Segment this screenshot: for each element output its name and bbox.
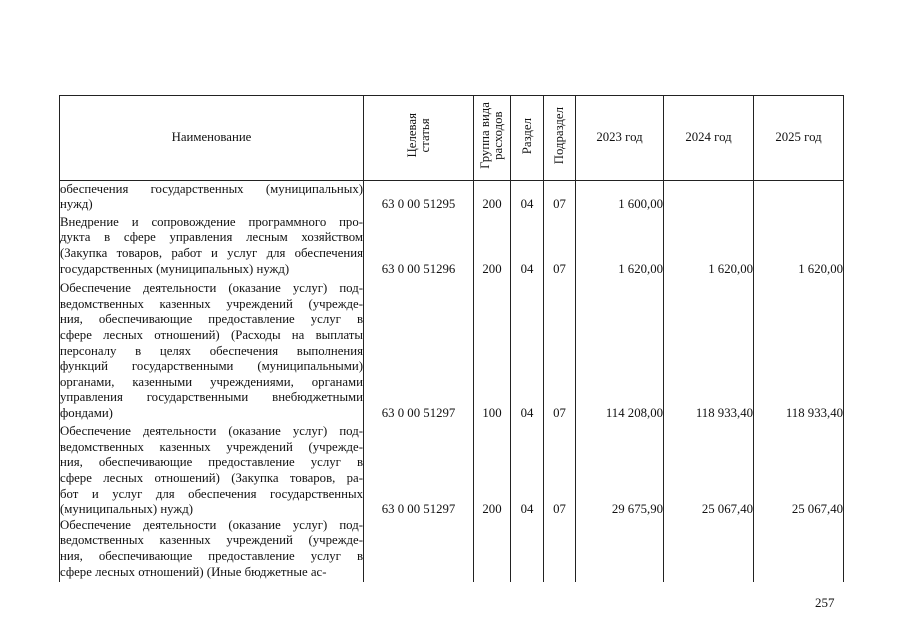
cell-subsection: 07 bbox=[544, 422, 576, 518]
page-number: 257 bbox=[815, 595, 835, 610]
cell-2024 bbox=[664, 518, 754, 582]
cell-2023: 114 208,00 bbox=[576, 277, 664, 421]
name-line: управления государственными внебюджетными bbox=[60, 390, 363, 405]
name-line: Обеспечение деятельности (оказание услуг) под- bbox=[60, 517, 363, 532]
cell-section: 04 bbox=[511, 422, 544, 518]
cell-expense-group: 200 bbox=[474, 422, 511, 518]
header-expense-group bbox=[474, 96, 511, 181]
cell-subsection: 07 bbox=[544, 181, 576, 214]
table-header-row bbox=[60, 96, 844, 181]
cell-subsection: 07 bbox=[544, 213, 576, 277]
name-line: сфере лесных отношений) (Расходы на выплаты bbox=[60, 328, 363, 343]
cell-target-article: 63 0 00 51297 bbox=[364, 422, 474, 518]
cell-2025: 118 933,40 bbox=[754, 277, 844, 421]
name-line: нужд) bbox=[60, 197, 93, 212]
cell-2025: 1 620,00 bbox=[754, 213, 844, 277]
cell-2025 bbox=[754, 518, 844, 582]
cell-target-article: 63 0 00 51296 bbox=[364, 213, 474, 277]
table-row bbox=[60, 422, 844, 518]
name-line: ведомственных казенных учреждений (учрежде- bbox=[60, 296, 363, 311]
cell-name bbox=[60, 181, 364, 214]
cell-subsection bbox=[544, 518, 576, 582]
cell-expense-group: 200 bbox=[474, 181, 511, 214]
cell-target-article bbox=[364, 518, 474, 582]
cell-section: 04 bbox=[511, 213, 544, 277]
header-subsection bbox=[544, 96, 576, 181]
name-line: органами, казенными учреждениями, органами bbox=[60, 374, 363, 389]
header-name: Наименование bbox=[60, 96, 364, 181]
cell-target-article: 63 0 00 51295 bbox=[364, 181, 474, 214]
cell-expense-group: 200 bbox=[474, 213, 511, 277]
cell-2024: 25 067,40 bbox=[664, 422, 754, 518]
header-2023: 2023 год bbox=[576, 96, 664, 181]
cell-2025 bbox=[754, 181, 844, 214]
table-row bbox=[60, 277, 844, 421]
cell-section: 04 bbox=[511, 277, 544, 421]
name-line: ния, обеспечивающие предоставление услуг в bbox=[60, 312, 363, 327]
header-2025: 2025 год bbox=[754, 96, 844, 181]
budget-table bbox=[59, 95, 844, 582]
header-2024: 2024 год bbox=[664, 96, 754, 181]
header-section-label: Раздел bbox=[519, 117, 534, 154]
header-target-line1: Целевая bbox=[404, 113, 419, 158]
cell-section bbox=[511, 518, 544, 582]
name-line: ния, обеспечивающие предоставление услуг в bbox=[60, 549, 363, 563]
cell-2023: 29 675,90 bbox=[576, 422, 664, 518]
cell-expense-group bbox=[474, 518, 511, 582]
name-line: функций государственными (муниципальными) bbox=[60, 359, 363, 374]
name-line: дукта в сфере управления лесным хозяйством bbox=[60, 230, 363, 245]
cell-2025: 25 067,40 bbox=[754, 422, 844, 518]
table-row bbox=[60, 213, 844, 277]
cell-name bbox=[60, 277, 364, 421]
name-line: сфере лесных отношений) (Иные бюджетные ас- bbox=[60, 564, 327, 579]
name-line: ведомственных казенных учреждений (учрежде- bbox=[60, 439, 363, 454]
header-group-line2: расходов bbox=[491, 111, 505, 160]
cell-name bbox=[60, 422, 364, 518]
cell-subsection: 07 bbox=[544, 277, 576, 421]
table-body bbox=[60, 181, 844, 583]
name-line: сфере лесных отношений) (Закупка товаров, ра- bbox=[60, 471, 363, 486]
cell-2023: 1 620,00 bbox=[576, 213, 664, 277]
cell-2024: 118 933,40 bbox=[664, 277, 754, 421]
name-line: государственных (муниципальных) нужд) bbox=[60, 261, 290, 276]
name-line: (муниципальных) нужд) bbox=[60, 502, 194, 517]
table-row bbox=[60, 181, 844, 214]
name-line: (Закупка товаров, работ и услуг для обеспечения bbox=[60, 246, 363, 261]
cell-name bbox=[60, 518, 364, 582]
name-line: Обеспечение деятельности (оказание услуг) под- bbox=[60, 424, 363, 439]
table-row bbox=[60, 518, 844, 582]
name-line: Обеспечение деятельности (оказание услуг) под- bbox=[60, 281, 363, 296]
name-line: ния, обеспечивающие предоставление услуг в bbox=[60, 455, 363, 470]
cell-2024: 1 620,00 bbox=[664, 213, 754, 277]
name-line: ведомственных казенных учреждений (учрежде- bbox=[60, 533, 363, 548]
header-section bbox=[511, 96, 544, 181]
cell-section: 04 bbox=[511, 181, 544, 214]
cell-2023: 1 600,00 bbox=[576, 181, 664, 214]
cell-name bbox=[60, 213, 364, 277]
name-line: Внедрение и сопровождение программного про- bbox=[60, 214, 363, 229]
name-line: фондами) bbox=[60, 405, 113, 420]
name-line: персоналу в целях обеспечения выполнения bbox=[60, 343, 363, 358]
header-target-article bbox=[364, 96, 474, 181]
cell-2024 bbox=[664, 181, 754, 214]
header-subsection-label: Подраздел bbox=[552, 107, 566, 165]
header-group-line1: Группа вида bbox=[478, 102, 492, 170]
cell-2023 bbox=[576, 518, 664, 582]
name-line: обеспечения государственных (муниципальных) bbox=[60, 181, 363, 196]
cell-target-article: 63 0 00 51297 bbox=[364, 277, 474, 421]
cell-expense-group: 100 bbox=[474, 277, 511, 421]
header-target-line2: статья bbox=[417, 118, 432, 153]
name-line: бот и услуг для обеспечения государственных bbox=[60, 486, 363, 501]
